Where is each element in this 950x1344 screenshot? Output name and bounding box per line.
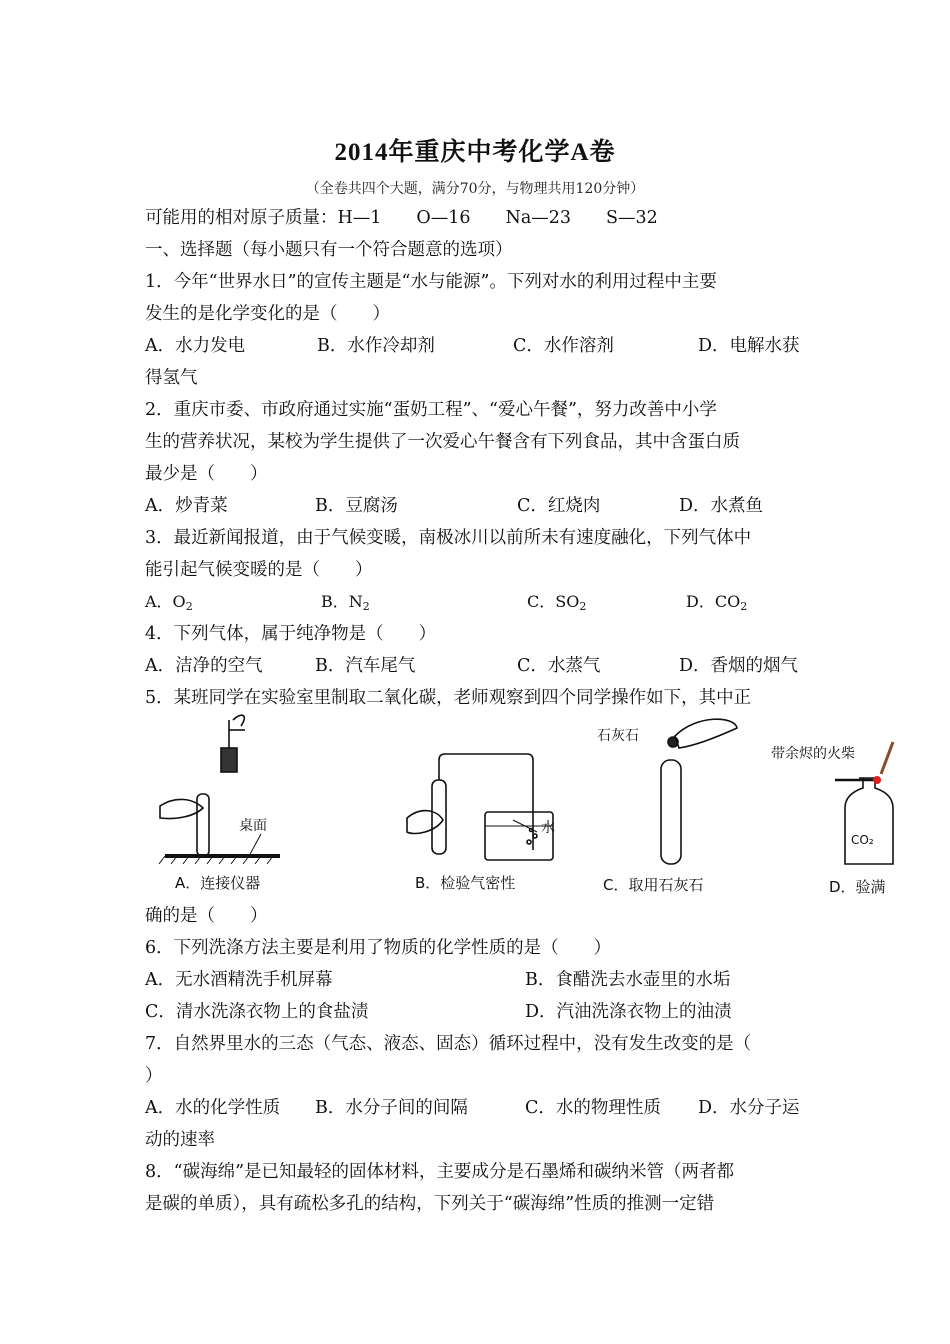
q7-option-d-cont: 动的速率: [145, 1130, 215, 1150]
q2-option-b: B．豆腐汤: [315, 496, 398, 516]
gas-bottle-d: [845, 778, 893, 864]
label-water: 水: [541, 820, 555, 836]
hand-b: [407, 811, 443, 834]
q4-option-d: D．香烟的烟气: [679, 656, 799, 676]
q2-stem-line1: 2．重庆市委、市政府通过实施“蛋奶工程”、“爱心午餐”，努力改善中小学: [145, 400, 717, 420]
q2-stem-line2: 生的营养状况，某校为学生提供了一次爱心午餐含有下列食品，其中含蛋白质: [145, 432, 740, 452]
label-desk: 桌面: [239, 818, 267, 834]
atomic-mass-line: 可能用的相对原子质量：H—1 O—16 Na—23 S—32: [145, 208, 658, 228]
label-limestone: 石灰石: [597, 728, 639, 744]
q5-stem-line1: 5．某班同学在实验室里制取二氧化碳，老师观察到四个同学操作如下，其中正: [145, 688, 752, 708]
rubber-stopper-a: [221, 748, 237, 772]
q7-stem-line1: 7．自然界里水的三态（气态、液态、固态）循环过程中，没有发生改变的是（: [145, 1034, 752, 1054]
q2-option-d: D．水煮鱼: [679, 496, 764, 516]
caption-c: C．取用石灰石: [603, 876, 704, 894]
q3-option-c: C．$SO_2$: [527, 592, 587, 613]
q1-option-c: C．水作溶剂: [513, 336, 614, 356]
q2-stem-line3: 最少是（ ）: [145, 464, 268, 484]
q4-options: [145, 654, 810, 678]
q1-option-a: A．水力发电: [145, 336, 246, 356]
q7-option-a: A．水的化学性质: [145, 1098, 281, 1118]
q4-option-c: C．水蒸气: [517, 656, 601, 676]
q6-option-a: A．无水酒精洗手机屏幕: [145, 970, 333, 990]
page-title: 2014年重庆中考化学A卷: [334, 139, 616, 166]
section-heading: 一、选择题（每小题只有一个符合题意的选项）: [145, 240, 513, 260]
q5-figure: [145, 708, 905, 908]
q2-option-c: C．红烧肉: [517, 496, 601, 516]
q2-option-a: A．炒青菜: [145, 496, 228, 516]
ember-d: [873, 776, 881, 784]
q4-option-b: B．汽车尾气: [315, 656, 416, 676]
q7-option-c: C．水的物理性质: [525, 1098, 661, 1118]
q2-options: [145, 494, 810, 518]
q6-options-row1: [145, 968, 810, 992]
q1-option-d: D．电解水获: [698, 336, 800, 356]
caption-b: B．检验气密性: [415, 874, 516, 892]
q7-option-b: B．水分子间的间隔: [315, 1098, 468, 1118]
q1-stem-line2: 发生的是化学变化的是（ ）: [145, 304, 390, 324]
q1-stem-line1: 1．今年“世界水日”的宣传主题是“水与能源”。下列对水的利用过程中主要: [145, 272, 717, 292]
caption-d: D．验满: [829, 878, 886, 896]
q4-option-a: A．洁净的空气: [145, 656, 263, 676]
q6-option-c: C．清水洗涤衣物上的食盐渍: [145, 1002, 369, 1022]
q3-stem-line1: 3．最近新闻报道，由于气候变暖，南极冰川以前所未有速度融化，下列气体中: [145, 528, 752, 548]
q3-option-a: A．$O_2$: [145, 592, 193, 613]
q8-stem-line2: 是碳的单质），具有疏松多孔的结构，下列关于“碳海绵”性质的推测一定错: [145, 1194, 715, 1214]
q3-options: [145, 590, 810, 614]
figure-c-take-limestone: [661, 719, 737, 864]
label-match: 带余烬的火柴: [771, 746, 855, 762]
q3-option-b: B．$N_2$: [321, 592, 370, 613]
q3-stem-line2: 能引起气候变暖的是（ ）: [145, 560, 373, 580]
q6-stem-line1: 6．下列洗涤方法主要是利用了物质的化学性质的是（ ）: [145, 938, 612, 958]
q3-option-d: D．$CO_2$: [686, 592, 748, 613]
q5-figure-svg: [145, 708, 905, 908]
figure-b-airtightness: [407, 754, 553, 860]
label-bottle-co2: CO₂: [851, 833, 874, 847]
figure-a-connect-apparatus: [159, 715, 280, 864]
hand-top-a: [233, 715, 244, 726]
test-tube-c: [661, 760, 681, 864]
hand-c: [675, 719, 737, 748]
q6-option-b: B．食醋洗去水壶里的水垢: [525, 970, 731, 990]
q4-stem-line1: 4．下列气体，属于纯净物是（ ）: [145, 624, 437, 644]
q7-stem-line2: ）: [145, 1066, 163, 1086]
q1-option-b: B．水作冷却剂: [317, 336, 435, 356]
test-tube-b: [432, 780, 446, 854]
caption-a: A．连接仪器: [175, 874, 261, 892]
page-subtitle: （全卷共四个大题，满分70分，与物理共用120分钟）: [305, 181, 645, 197]
q1-options: [145, 334, 810, 358]
q6-options-row2: [145, 1000, 810, 1024]
q7-option-d: D．水分子运: [698, 1098, 800, 1118]
q6-option-d: D．汽油洗涤衣物上的油渍: [525, 1002, 732, 1022]
q8-stem-line1: 8．“碳海绵”是已知最轻的固体材料，主要成分是石墨烯和碳纳米管（两者都: [145, 1162, 735, 1182]
q1-option-d-cont: 得氢气: [145, 368, 198, 388]
test-tube-a: [197, 794, 209, 856]
q7-options: [145, 1096, 810, 1120]
delivery-tube-b: [439, 754, 533, 850]
q5-stem-line2: 确的是（ ）: [145, 906, 268, 926]
